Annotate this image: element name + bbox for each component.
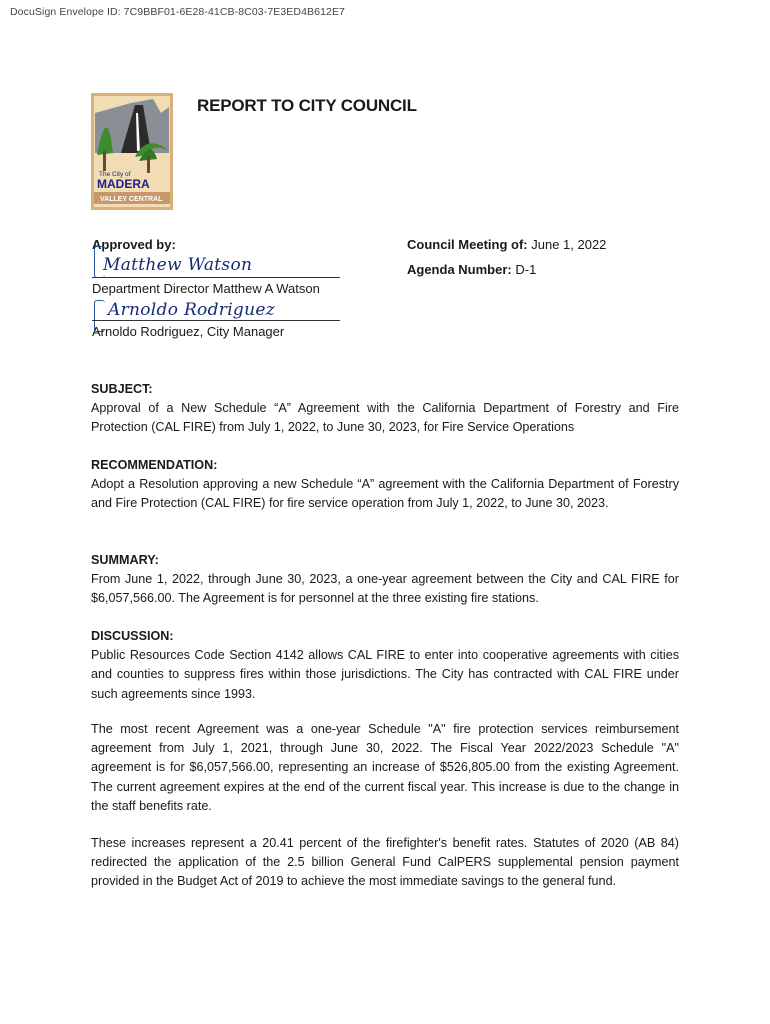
discussion-paragraph-2-block bbox=[91, 720, 679, 816]
report-title: REPORT TO CITY COUNCIL bbox=[197, 96, 417, 115]
city-manager-name-title: Arnoldo Rodriguez, City Manager bbox=[92, 324, 285, 339]
logo-text-line-1: The City of bbox=[99, 171, 131, 178]
discussion-paragraph-3-block bbox=[91, 834, 679, 892]
subject-text: Approval of a New Schedule “A” Agreement with the California Department of Forestry and Fire Protection (CAL FIRE) from July 1, 2022, to June 30, 2023, for Fire Service Operations bbox=[91, 401, 679, 435]
council-meeting-value: June 1, 2022 bbox=[531, 237, 607, 252]
council-meeting-date bbox=[407, 237, 606, 252]
director-name-title: Department Director Matthew A Watson bbox=[92, 281, 320, 296]
discussion-paragraph-2: The most recent Agreement was a one-year Schedule "A" fire protection services reimbursement agreement from July 1, 2021, through June 30, 2022. The Fiscal Year 2022/2023 Schedule "A" agreement is for $6,057,566.00, representing an increase of $526,805.00 from the existing Agreement. The current agreement expires at the end of the current fiscal year. This increase is due to the change in the staff benefits rate. bbox=[91, 722, 679, 813]
council-meeting-label: Council Meeting of: bbox=[407, 237, 528, 252]
signature-city-manager: Arnoldo Rodriguez bbox=[108, 300, 275, 320]
summary-section bbox=[91, 551, 679, 609]
subject-section bbox=[91, 380, 679, 438]
agenda-number-label: Agenda Number: bbox=[407, 262, 512, 277]
signature-director: Matthew Watson bbox=[103, 255, 253, 275]
discussion-section bbox=[91, 627, 679, 704]
summary-text: From June 1, 2022, through June 30, 2023, a one-year agreement between the City and CAL FIRE for $6,057,566.00. The Agreement is for personnel at the three existing fire stations. bbox=[91, 572, 679, 606]
agenda-number bbox=[407, 262, 536, 277]
logo-text-line-3: VALLEY CENTRAL bbox=[100, 196, 163, 203]
approved-by-label: Approved by: bbox=[92, 237, 176, 252]
city-of-madera-logo bbox=[91, 93, 173, 210]
discussion-paragraph-3: These increases represent a 20.41 percent of the firefighter's benefit rates. Statutes of 2020 (AB 84) redirected the application of the 2.5 billion General Fund CalPERS supplemental pension payment provided in the Budget Act of 2019 to achieve the most immediate savings to the general fund. bbox=[91, 836, 679, 889]
subject-heading: SUBJECT: bbox=[91, 382, 153, 396]
recommendation-heading: RECOMMENDATION: bbox=[91, 458, 218, 472]
signature-line bbox=[92, 277, 340, 278]
signature-line bbox=[92, 320, 340, 321]
logo-text-line-2: MADERA bbox=[97, 177, 150, 191]
recommendation-text: Adopt a Resolution approving a new Schedule “A” agreement with the California Department of Forestry and Fire Protection (CAL FIRE) for fire service operation from July 1, 2022, to June 30, 2023. bbox=[91, 477, 679, 511]
summary-heading: SUMMARY: bbox=[91, 553, 159, 567]
discussion-paragraph-1: Public Resources Code Section 4142 allows CAL FIRE to enter into cooperative agreements with cities and counties to suppress fires within those jurisdictions. The City has contracted with CAL FIRE under such agreements since 1993. bbox=[91, 648, 679, 701]
agenda-number-value: D-1 bbox=[515, 262, 537, 277]
recommendation-section bbox=[91, 456, 679, 514]
docusign-envelope-id: DocuSign Envelope ID: 7C9BBF01-6E28-41CB-8C03-7E3ED4B612E7 bbox=[10, 6, 345, 18]
discussion-heading: DISCUSSION: bbox=[91, 629, 174, 643]
